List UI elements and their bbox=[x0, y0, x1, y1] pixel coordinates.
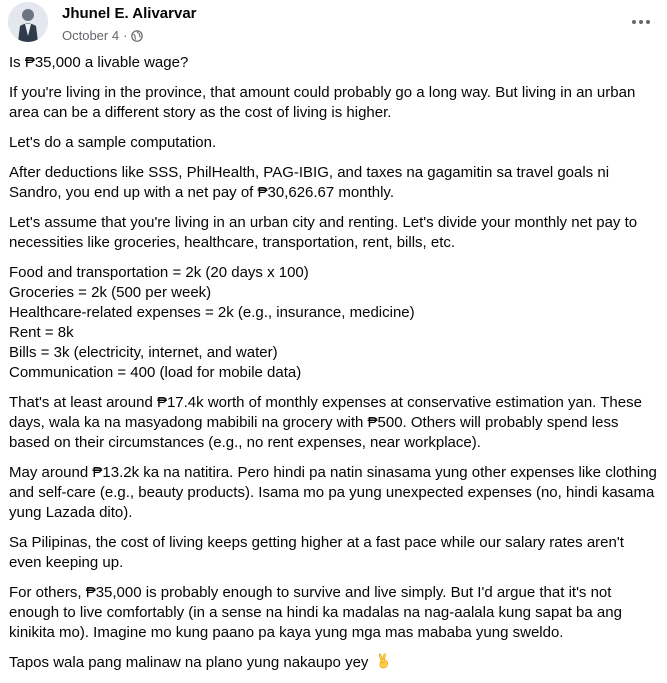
expense-line: Bills = 3k (electricity, internet, and water) bbox=[9, 344, 278, 361]
paragraph: After deductions like SSS, PhilHealth, PAG-IBIG, and taxes na gagamitin sa travel goals ni Sandro, you end up with a net pay of ₱30,626.67 monthly. bbox=[9, 164, 610, 201]
expense-list bbox=[9, 263, 659, 383]
dot-1 bbox=[632, 20, 636, 24]
victory-hand-emoji bbox=[376, 653, 392, 669]
dot-2 bbox=[639, 20, 643, 24]
post-date[interactable]: October 4 bbox=[62, 28, 120, 43]
globe-icon[interactable] bbox=[131, 30, 143, 42]
more-options-button[interactable] bbox=[627, 8, 655, 36]
avatar[interactable] bbox=[8, 2, 48, 42]
post-body bbox=[9, 53, 659, 683]
paragraph: Let's do a sample computation. bbox=[9, 134, 217, 151]
paragraph: For others, ₱35,000 is probably enough to survive and live simply. But I'd argue that it's not enough to live comfortably (in a sense na hindi ka madalas na nag-aalala kung sapat ba ang kinikita mo). Imagine mo kung paano pa kaya yung mga mas mababa yung sweldo. bbox=[9, 584, 622, 641]
profile-photo-icon bbox=[8, 2, 48, 42]
expense-line: Groceries = 2k (500 per week) bbox=[9, 284, 212, 301]
paragraph: Let's assume that you're living in an urban city and renting. Let's divide your monthly net pay to necessities like groceries, healthcare, transportation, rent, bills, etc. bbox=[9, 214, 638, 251]
paragraph: If you're living in the province, that amount could probably go a long way. But living in an urban area can be a different story as the cost of living is higher. bbox=[9, 84, 636, 121]
expense-line: Food and transportation = 2k (20 days x 100) bbox=[9, 264, 309, 281]
meta-separator: · bbox=[123, 28, 128, 43]
author-name[interactable]: Jhunel E. Alivarvar bbox=[62, 5, 197, 22]
paragraph: Sa Pilipinas, the cost of living keeps getting higher at a fast pace while our salary rates aren't even keeping up. bbox=[9, 534, 624, 571]
expense-line: Rent = 8k bbox=[9, 324, 74, 341]
expense-line: Communication = 400 (load for mobile data) bbox=[9, 364, 302, 381]
expense-line: Healthcare-related expenses = 2k (e.g., insurance, medicine) bbox=[9, 304, 415, 321]
post-meta bbox=[62, 28, 143, 43]
paragraph: Is ₱35,000 a livable wage? bbox=[9, 54, 189, 71]
closing-text: Tapos wala pang malinaw na plano yung nakaupo yey bbox=[9, 654, 369, 671]
dot-3 bbox=[646, 20, 650, 24]
paragraph: May around ₱13.2k ka na natitira. Pero hindi pa natin sinasama yung other expenses like clothing and self-care (e.g., beauty products). Isama mo pa yung unexpected expenses (no, hindi kasama yung Lazada dito). bbox=[9, 464, 657, 521]
paragraph: That's at least around ₱17.4k worth of monthly expenses at conservative estimation yan. These days, wala ka na masyadong mabibili na grocery with ₱500. Others will probably spend less based on their circumstances (e.g., no rent expenses, near workplace). bbox=[9, 394, 642, 451]
closing-line bbox=[9, 653, 659, 673]
